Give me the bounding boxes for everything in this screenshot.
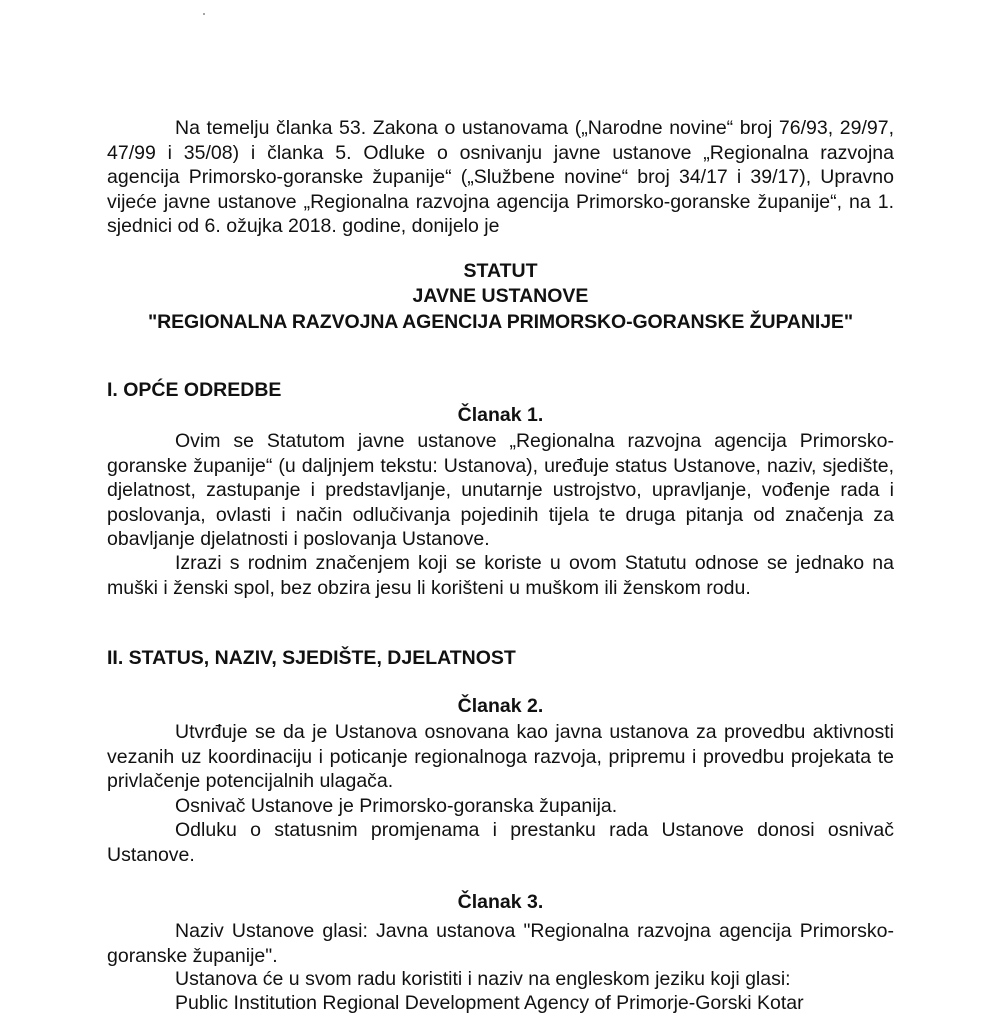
scan-speck (203, 13, 205, 15)
article-2-paragraph-1: Utvrđuje se da je Ustanova osnovana kao javna ustanova za provedbu aktivnosti vezanih uz koordinaciju i poticanje regionalnoga razvoja, pripremu i provedbu projekata te privlačenje potencijalnih ulagača. (107, 721, 894, 793)
article-3-paragraph-1: Naziv Ustanove glasi: Javna ustanova "Regionalna razvojna agencija Primorsko-goranske županije". (107, 920, 894, 967)
preamble-paragraph: Na temelju članka 53. Zakona o ustanovama („Narodne novine“ broj 76/93, 29/97, 47/99 i 35/08) i članka 5. Odluke o osnivanju javne ustanove „Regionalna razvojna agencija Primorsko-goranske županije“ („Službene novine“ broj 34/17 i 39/17), Upravno vijeće javne ustanove „Regionalna razvojna agencija Primorsko-goranske županije“, na 1. sjednici od 6. ožujka 2018. godine, donijelo je (107, 117, 894, 238)
article-1-paragraph-2: Izrazi s rodnim značenjem koji se koriste u ovom Statutu odnose se jednako na muški i ženski spol, bez obzira jesu li korišteni u muškom ili ženskom rodu. (107, 552, 894, 599)
article-2-paragraph-3: Odluku o statusnim promjenama i prestanku rada Ustanove donosi osnivač Ustanove. (107, 819, 894, 866)
article-2-heading: Članak 2. (457, 695, 544, 717)
article-3-heading: Članak 3. (457, 891, 544, 913)
section-heading-status: II. STATUS, NAZIV, SJEDIŠTE, DJELATNOST (107, 647, 516, 669)
statute-title: STATUT (463, 260, 538, 282)
article-2-paragraph-2: Osnivač Ustanove je Primorsko-goranska županija. (175, 795, 618, 817)
article-3-paragraph-2: Ustanova će u svom radu koristiti i naziv na engleskom jeziku koji glasi: (175, 968, 791, 990)
article-1-heading: Članak 1. (457, 404, 544, 426)
article-3-paragraph-3: Public Institution Regional Development Agency of Primorje-Gorski Kotar (175, 992, 804, 1014)
section-heading-general-provisions: I. OPĆE ODREDBE (107, 379, 282, 401)
article-1-paragraph-1: Ovim se Statutom javne ustanove „Regionalna razvojna agencija Primorsko-goranske županije“ (u daljnjem tekstu: Ustanova), uređuje status Ustanove, naziv, sjedište, djelatnost, zastupanje i predstavljanje, unutarnje ustrojstvo, upravljanje, vođenje rada i poslovanja, ovlasti i način odlučivanja pojedinih tijela te druga pitanja od značenja za obavljanje djelatnosti i poslovanja Ustanove. (107, 430, 894, 551)
institution-title: "REGIONALNA RAZVOJNA AGENCIJA PRIMORSKO-GORANSKE ŽUPANIJE" (148, 311, 853, 333)
statute-subtitle: JAVNE USTANOVE (412, 285, 589, 307)
